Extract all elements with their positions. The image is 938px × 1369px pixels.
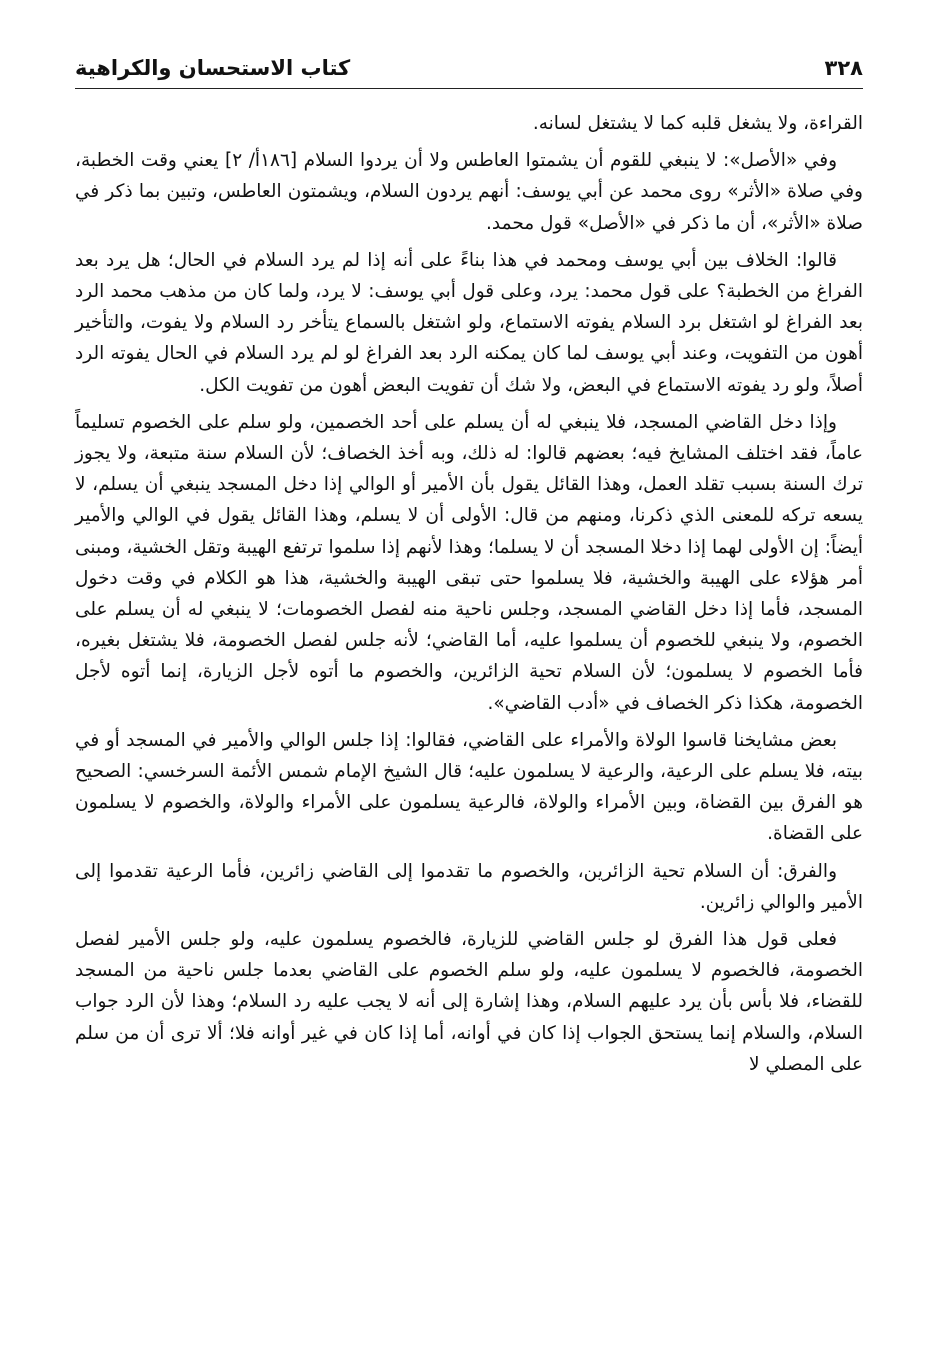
paragraph-5: بعض مشايخنا قاسوا الولاة والأمراء على القاضي، فقالوا: إذا جلس الوالي والأمير في المسجد أو في بيته، فلا يسلم على الرعية، والرعية لا يسلمون عليه؛ قال الشيخ الإمام شمس الأئمة السرخسي: الصحيح هو الفرق بين القضاة، وبين الأمراء والولاة، فالرعية يسلمون على الأمراء والولاة، والخصوم لا يسلمون على القضاة. bbox=[75, 729, 863, 845]
running-header bbox=[75, 42, 863, 82]
body-text bbox=[75, 108, 863, 1086]
header-rule bbox=[75, 88, 863, 89]
chapter-title: كتاب الاستحسان والكراهية bbox=[75, 56, 351, 80]
page-number: ٣٢٨ bbox=[824, 56, 863, 80]
paragraph-1: القراءة، ولا يشغل قلبه كما لا يشتغل لسانه. bbox=[532, 113, 863, 134]
paragraph-4: وإذا دخل القاضي المسجد، فلا ينبغي له أن يسلم على أحد الخصمين، ولو سلم على الخصوم تسليماً عاماً، فقد اختلف المشايخ فيه؛ بعضهم قالوا: له ذلك، وبه أخذ الخصاف؛ لأن السلام سنة متبعة، ولا يجوز ترك السنة بسبب تقلد العمل، وهذا القائل يقول بأن الأمير أو الوالي إذا دخل المسجد ينبغي أن يسلم، لا يسعه تركه للمعنى الذي ذكرنا، ومنهم من قال: الأولى أن لا يسلم، وهذا القائل يقول في الوالي والأمير أيضاً: إن الأولى لهما إذا دخلا المسجد أن لا يسلما؛ وهذا لأنهم إذا سلموا ترتفع الهيبة وتقل الخشية، ومبنى أمر هؤلاء على الهيبة والخشية، فلا يسلموا حتى تبقى الهيبة والخشية، هذا هو الكلام في وقت دخول المسجد، فأما إذا دخل القاضي المسجد، وجلس ناحية منه لفصل الخصومات؛ لا ينبغي له أن يسلم على الخصوم، ولا ينبغي للخصوم أن يسلموا عليه، أما القاضي؛ لأنه جلس لفصل الخصومة، فلا يشتغل بغيره، فأما الخصوم لا يسلمون؛ لأن السلام تحية الزائرين، والخصوم ما أتوه لأجل الزيارة، إنما أتوه لأجل الخصومة، هكذا ذكر الخصاف في «أدب القاضي». bbox=[75, 411, 863, 714]
paragraph-2: وفي «الأصل»: لا ينبغي للقوم أن يشمتوا العاطس ولا أن يردوا السلام [١٨٦أ/ ٢] يعني وقت الخطبة، وفي صلاة «الأثر» روى محمد عن أبي يوسف: أنهم يردون السلام، ويشمتون العاطس، وتبين بما ذكر في صلاة «الأثر»، أن ما ذكر في «الأصل» قول محمد. bbox=[75, 150, 863, 234]
paragraph-3: قالوا: الخلاف بين أبي يوسف ومحمد في هذا بناءً على أنه إذا لم يرد السلام في الحال؛ هل يرد بعد الفراغ من الخطبة؟ على قول محمد: يرد، وعلى قول أبي يوسف: لا يرد، ولما كان من مذهب محمد الرد بعد الفراغ لو اشتغل برد السلام يفوته الاستماع، ولو اشتغل بالسماع يتأخر رد السلام ولا يفوت، والتأخير أهون من التفويت، وعند أبي يوسف لما كان يمكنه الرد بعد الفراغ لو لم يرد السلام في الحال يفوته الرد أصلاً، ولو رد يفوته الاستماع في البعض، ولا شك أن تفويت البعض أهون من تفويت الكل. bbox=[75, 249, 863, 396]
paragraph-6: والفرق: أن السلام تحية الزائرين، والخصوم ما تقدموا إلى القاضي زائرين، فأما الرعية تقدموا إلى الأمير والوالي زائرين. bbox=[75, 860, 863, 913]
paragraph-7: فعلى قول هذا الفرق لو جلس القاضي للزيارة، فالخصوم يسلمون عليه، ولو جلس الأمير لفصل الخصومة، فالخصوم لا يسلمون عليه، ولو سلم الخصوم على القاضي بعدما جلس ناحية من المسجد للقضاء، فلا بأس بأن يرد عليهم السلام، وهذا إشارة إلى أنه لا يجب عليه رد السلام؛ وهذا لأن الرد جواب السلام، والسلام إنما يستحق الجواب إذا كان في أوانه، أما إذا كان في غير أوانه فلا؛ ألا ترى أن من سلم على المصلي لا bbox=[75, 929, 863, 1075]
